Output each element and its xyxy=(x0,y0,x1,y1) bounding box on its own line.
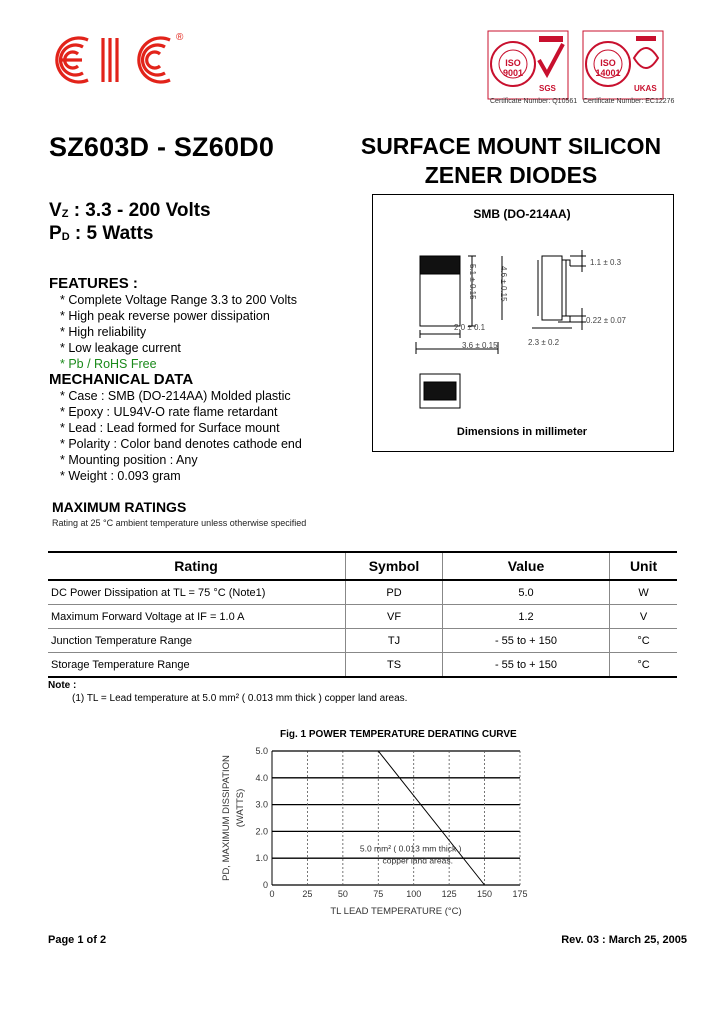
feature-pb-free: * Pb / RoHS Free xyxy=(60,357,157,371)
note-heading: Note : xyxy=(48,680,77,691)
table-row xyxy=(48,629,677,653)
vz-spec xyxy=(49,200,211,222)
cell-value: - 55 to + 150 xyxy=(442,629,609,653)
cell-symbol: TJ xyxy=(346,629,443,653)
table-row xyxy=(48,580,677,605)
vz-symbol: V xyxy=(49,200,62,221)
features-list xyxy=(60,292,297,372)
y-tick-label: 4.0 xyxy=(255,772,268,783)
part-number-title: SZ603D - SZ60D0 xyxy=(49,132,275,162)
cell-rating: DC Power Dissipation at TL = 75 °C (Note1) xyxy=(48,580,346,605)
chart-annotation-2: copper land areas. xyxy=(382,855,453,866)
mechanical-item: * Epoxy : UL94V-O rate flame retardant xyxy=(60,405,278,419)
y-axis-label-1: PD, MAXIMUM DISSIPATION xyxy=(221,755,232,881)
table-header-row xyxy=(48,552,677,580)
sgs-label: SGS xyxy=(539,84,556,93)
cell-value: 5.0 xyxy=(442,580,609,605)
col-symbol: Symbol xyxy=(346,552,443,580)
cell-unit: W xyxy=(610,580,677,605)
x-tick-label: 150 xyxy=(477,889,493,899)
features-heading: FEATURES : xyxy=(49,275,138,292)
cell-unit: V xyxy=(610,605,677,629)
table-row xyxy=(48,605,677,629)
y-tick-label: 5.0 xyxy=(255,746,268,756)
cell-rating: Junction Temperature Range xyxy=(48,629,346,653)
dim-body-width: 2.0 ± 0.1 xyxy=(454,323,486,332)
iso9001-badge xyxy=(487,30,569,100)
y-tick-label: 3.0 xyxy=(255,799,268,810)
derating-chart xyxy=(215,740,535,920)
dim-side-height: 4.6 ± 0.15 xyxy=(499,266,508,302)
package-title: SMB (DO-214AA) xyxy=(473,207,571,221)
mechanical-item: * Case : SMB (DO-214AA) Molded plastic xyxy=(60,389,291,403)
iso9001-label: ISO 9001 xyxy=(502,58,524,78)
cell-rating: Maximum Forward Voltage at IF = 1.0 A xyxy=(48,605,346,629)
mechanical-item: * Weight : 0.093 gram xyxy=(60,469,181,483)
x-tick-label: 175 xyxy=(512,889,528,899)
max-ratings-heading: MAXIMUM RATINGS xyxy=(52,499,187,515)
title-line-2: ZENER DIODES xyxy=(424,162,598,188)
y-tick-label: 2.0 xyxy=(255,826,268,837)
dim-lead-len: 0.22 ± 0.07 xyxy=(586,316,626,325)
body-side-view xyxy=(542,256,562,320)
page-number: Page 1 of 2 xyxy=(48,934,107,946)
dim-total-width: 3.6 ± 0.15 xyxy=(462,341,498,350)
x-tick-label: 50 xyxy=(337,889,348,899)
revision-date: Rev. 03 : March 25, 2005 xyxy=(561,934,687,946)
y-axis-label-2: (WATTS) xyxy=(235,788,246,828)
x-tick-label: 125 xyxy=(441,889,457,899)
cell-value: 1.2 xyxy=(442,605,609,629)
cert2-caption: Certificate Number: EC12276 xyxy=(583,98,675,105)
product-description-title xyxy=(340,132,682,190)
table-row xyxy=(48,653,677,678)
col-unit: Unit xyxy=(610,552,677,580)
y-tick-label: 1.0 xyxy=(255,853,268,864)
cell-value: - 55 to + 150 xyxy=(442,653,609,678)
eic-logo xyxy=(48,28,188,90)
package-footer: Dimensions in millimeter xyxy=(456,426,588,438)
pd-symbol: P xyxy=(49,223,62,244)
chart-annotation-1: 5.0 mm² ( 0.013 mm thick ) xyxy=(359,843,462,854)
note-text: (1) TL = Lead temperature at 5.0 mm² ( 0.013 mm thick ) copper land areas. xyxy=(72,693,408,704)
feature-item: * Low leakage current xyxy=(60,341,181,355)
mechanical-item: * Mounting position : Any xyxy=(60,453,198,467)
vz-subscript: Z xyxy=(61,208,69,220)
x-tick-label: 75 xyxy=(373,889,384,899)
iso14001-label: ISO 14001 xyxy=(595,58,621,78)
title-line-1: SURFACE MOUNT SILICON xyxy=(360,133,662,159)
cell-unit: °C xyxy=(610,629,677,653)
feature-item: * Complete Voltage Range 3.3 to 200 Volts xyxy=(60,293,297,307)
ukas-label: UKAS xyxy=(634,84,657,93)
registered-mark: ® xyxy=(176,32,184,43)
y-tick-label: 0 xyxy=(262,880,268,890)
pd-value: : 5 Watts xyxy=(74,223,154,244)
x-tick-label: 25 xyxy=(302,889,313,899)
mechanical-item: * Lead : Lead formed for Surface mount xyxy=(60,421,280,435)
iso14001-badge xyxy=(582,30,664,100)
cell-unit: °C xyxy=(610,653,677,678)
cell-symbol: VF xyxy=(346,605,443,629)
pd-spec xyxy=(49,223,153,245)
cathode-band xyxy=(420,256,460,274)
feature-item: * High peak reverse power dissipation xyxy=(60,309,270,323)
pd-subscript: D xyxy=(61,231,70,243)
mechanical-list xyxy=(60,388,302,484)
x-tick-label: 0 xyxy=(269,889,275,899)
dim-lead-thick: 1.1 ± 0.3 xyxy=(590,258,622,267)
x-tick-label: 100 xyxy=(406,889,422,899)
cell-symbol: TS xyxy=(346,653,443,678)
cell-rating: Storage Temperature Range xyxy=(48,653,346,678)
vz-value: : 3.3 - 200 Volts xyxy=(73,200,211,221)
col-rating: Rating xyxy=(48,552,346,580)
max-ratings-subheading: Rating at 25 °C ambient temperature unless otherwise specified xyxy=(52,518,307,528)
package-drawing xyxy=(372,194,672,450)
x-axis-label: TL LEAD TEMPERATURE (°C) xyxy=(330,906,462,917)
dim-side-width: 2.3 ± 0.2 xyxy=(528,338,560,347)
mechanical-item: * Polarity : Color band denotes cathode end xyxy=(60,437,302,451)
cert1-caption: Certificate Number: Q10561 xyxy=(490,98,578,105)
dim-body-height: 5.1 ± 0.15 xyxy=(468,264,477,300)
ratings-table xyxy=(48,551,677,678)
cell-symbol: PD xyxy=(346,580,443,605)
col-value: Value xyxy=(442,552,609,580)
chart-title: Fig. 1 POWER TEMPERATURE DERATING CURVE xyxy=(280,729,517,740)
mechanical-heading: MECHANICAL DATA xyxy=(49,371,194,388)
feature-item: * High reliability xyxy=(60,325,147,339)
